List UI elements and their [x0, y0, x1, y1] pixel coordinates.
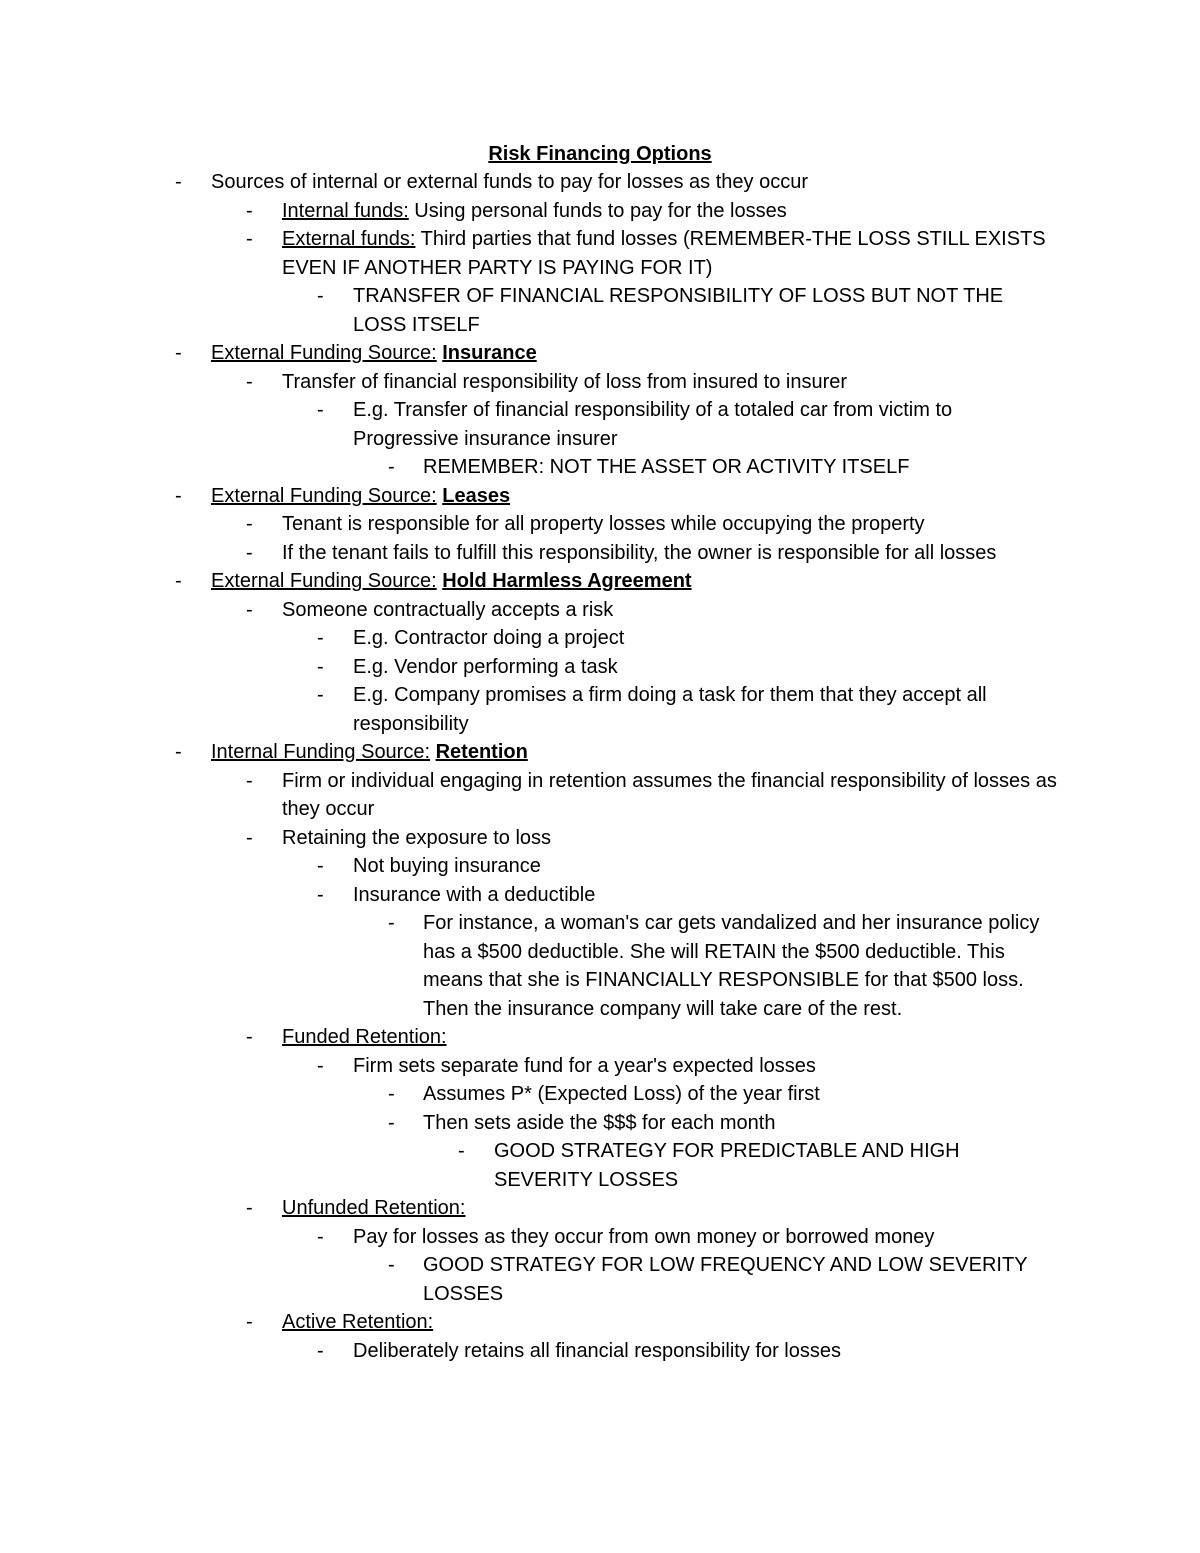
item-body: Assumes P* (Expected Loss) of the year first — [423, 1083, 820, 1105]
bullet-dash: - — [246, 769, 253, 792]
item-keyword: Hold Harmless Agreement — [442, 570, 692, 592]
list-item — [0, 197, 1200, 226]
item-body: Third parties that fund losses (REMEMBER-THE LOSS STILL EXISTS EVEN IF ANOTHER PARTY IS PAYING FOR IT) — [282, 228, 1046, 279]
list-item — [0, 1023, 1200, 1052]
list-item-text — [353, 681, 1058, 738]
item-body: Someone contractually accepts a risk — [282, 598, 614, 621]
list-item-text — [353, 1223, 1058, 1252]
bullet-dash: - — [317, 883, 324, 906]
list-item — [0, 824, 1200, 853]
list-item-text — [353, 624, 1058, 653]
list-item-text — [353, 653, 1058, 682]
bullet-dash: - — [317, 285, 324, 307]
list-item — [0, 396, 1200, 453]
bullet-dash: - — [246, 1197, 253, 1219]
list-item — [0, 881, 1200, 910]
bullet-dash: - — [458, 1140, 465, 1162]
list-item — [0, 539, 1200, 568]
item-body: E.g. Contractor doing a project — [353, 627, 625, 649]
item-body: E.g. Company promises a firm doing a task for them that they accept all responsibility — [353, 684, 987, 735]
list-item-text — [282, 539, 1057, 568]
bullet-dash: - — [175, 741, 182, 763]
list-item-text — [423, 453, 1055, 482]
bullet-dash: - — [246, 513, 253, 535]
list-item-text — [353, 282, 1058, 339]
list-item — [0, 624, 1200, 653]
item-body: GOOD STRATEGY FOR LOW FREQUENCY AND LOW SEVERITY LOSSES — [423, 1254, 1028, 1305]
list-item — [0, 767, 1200, 824]
list-item — [0, 1109, 1200, 1138]
list-item — [0, 453, 1200, 482]
bullet-dash: - — [246, 370, 253, 393]
list-item — [0, 1337, 1200, 1366]
list-item-text — [211, 567, 986, 596]
bullet-dash: - — [388, 1083, 395, 1105]
item-body: TRANSFER OF FINANCIAL RESPONSIBILITY OF LOSS BUT NOT THE LOSS ITSELF — [353, 285, 1004, 336]
bullet-dash: - — [317, 855, 324, 877]
bullet-dash: - — [317, 655, 324, 678]
bullet-dash: - — [175, 171, 182, 193]
list-item-text — [282, 510, 1057, 539]
item-body: Pay for losses as they occur from own money or borrowed money — [353, 1225, 935, 1248]
list-item — [0, 225, 1200, 282]
list-item-text — [282, 1023, 1057, 1052]
list-item — [0, 282, 1200, 339]
item-label: External Funding Source: — [211, 342, 437, 364]
item-body: Then sets aside the $$$ for each month — [423, 1111, 776, 1134]
list-item-text — [282, 225, 1057, 282]
list-item — [0, 738, 1200, 767]
item-label: Funded Retention: — [282, 1026, 447, 1048]
item-label: Active Retention: — [282, 1311, 434, 1333]
item-body: Not buying insurance — [353, 855, 541, 877]
item-keyword: Insurance — [442, 342, 537, 364]
item-body: Firm sets separate fund for a year's expected losses — [353, 1054, 816, 1077]
bullet-dash: - — [388, 1254, 395, 1276]
item-label: External funds: — [282, 228, 416, 250]
bullet-dash: - — [388, 456, 395, 478]
list-item — [0, 681, 1200, 738]
list-item — [0, 368, 1200, 397]
item-body: Transfer of financial responsibility of loss from insured to insurer — [282, 370, 848, 393]
list-item — [0, 339, 1200, 368]
list-item — [0, 1052, 1200, 1081]
list-item-text — [423, 1251, 1055, 1308]
list-item-text — [211, 168, 986, 197]
item-label: External Funding Source: — [211, 570, 437, 592]
list-item-text — [282, 1194, 1057, 1223]
item-keyword: Leases — [442, 484, 511, 507]
list-item-text — [282, 1308, 1057, 1337]
item-body: REMEMBER: NOT THE ASSET OR ACTIVITY ITSELF — [423, 456, 910, 478]
bullet-dash: - — [317, 627, 324, 649]
bullet-dash: - — [388, 912, 395, 934]
document-title: Risk Financing Options — [488, 143, 712, 165]
list-item-text — [211, 738, 986, 767]
bullet-dash: - — [317, 399, 324, 421]
item-body: If the tenant fails to fulfill this responsibility, the owner is responsible for all losses — [282, 541, 997, 564]
item-label: Internal funds: — [282, 199, 409, 222]
item-body: Sources of internal or external funds to pay for losses as they occur — [211, 171, 808, 193]
list-item-text — [211, 339, 986, 368]
item-body: Using personal funds to pay for the losses — [408, 199, 787, 222]
bullet-dash: - — [175, 484, 182, 507]
bullet-dash: - — [246, 1026, 253, 1048]
list-item — [0, 1251, 1200, 1308]
item-keyword: Retention — [435, 741, 528, 763]
list-item — [0, 482, 1200, 511]
bullet-dash: - — [246, 199, 253, 222]
list-item-text — [353, 852, 1058, 881]
list-item-text — [353, 1052, 1058, 1081]
bullet-dash: - — [175, 342, 182, 364]
list-item — [0, 1308, 1200, 1337]
item-body: Deliberately retains all financial responsibility for losses — [353, 1339, 841, 1362]
item-body: E.g. Vendor performing a task — [353, 655, 618, 678]
bullet-dash: - — [246, 598, 253, 621]
bullet-dash: - — [246, 541, 253, 564]
bullet-dash: - — [317, 1339, 324, 1362]
list-item — [0, 1080, 1200, 1109]
list-item — [0, 567, 1200, 596]
item-body: E.g. Transfer of financial responsibility of a totaled car from victim to Progressive insurance insurer — [353, 399, 953, 450]
bullet-dash: - — [388, 1111, 395, 1134]
list-item — [0, 852, 1200, 881]
bullet-dash: - — [317, 684, 324, 706]
item-label: Internal Funding Source: — [211, 741, 431, 763]
item-body: For instance, a woman's car gets vandalized and her insurance policy has a $500 deductible. She will RETAIN the $500 deductible. This means that she is FINANCIALLY RESPONSIBLE for that $500 loss. Then the insurance company will take care of the rest. — [423, 912, 1040, 1020]
bullet-dash: - — [246, 1311, 253, 1333]
list-item-text — [423, 909, 1055, 1023]
list-item-text — [211, 482, 986, 511]
list-item-text — [423, 1080, 1055, 1109]
item-body: Insurance with a deductible — [353, 883, 596, 906]
list-item-text — [494, 1137, 1054, 1194]
list-item — [0, 909, 1200, 1023]
document-page — [0, 140, 1200, 1365]
bullet-dash: - — [246, 228, 253, 250]
item-label: Unfunded Retention: — [282, 1197, 466, 1219]
list-item-text — [282, 197, 1057, 226]
list-item-text — [282, 368, 1057, 397]
list-item-text — [282, 767, 1057, 824]
bullet-dash: - — [246, 826, 253, 849]
list-item-text — [353, 1337, 1058, 1366]
list-item-text — [282, 596, 1057, 625]
list-item — [0, 1223, 1200, 1252]
list-item-text — [353, 881, 1058, 910]
item-body: Retaining the exposure to loss — [282, 826, 552, 849]
list-item — [0, 510, 1200, 539]
item-body: GOOD STRATEGY FOR PREDICTABLE AND HIGH SEVERITY LOSSES — [494, 1140, 960, 1191]
list-item — [0, 1194, 1200, 1223]
list-item — [0, 653, 1200, 682]
list-item-text — [353, 396, 1058, 453]
bullet-outline — [0, 168, 1200, 1365]
bullet-dash: - — [175, 570, 182, 592]
item-body: Tenant is responsible for all property losses while occupying the property — [282, 513, 925, 535]
item-body: Firm or individual engaging in retention assumes the financial responsibility of losses as they occur — [282, 769, 1057, 820]
list-item — [0, 168, 1200, 197]
list-item-text — [282, 824, 1057, 853]
bullet-dash: - — [317, 1054, 324, 1077]
list-item — [0, 596, 1200, 625]
item-label: External Funding Source: — [211, 484, 437, 507]
bullet-dash: - — [317, 1225, 324, 1248]
list-item-text — [423, 1109, 1055, 1138]
list-item — [0, 1137, 1200, 1194]
